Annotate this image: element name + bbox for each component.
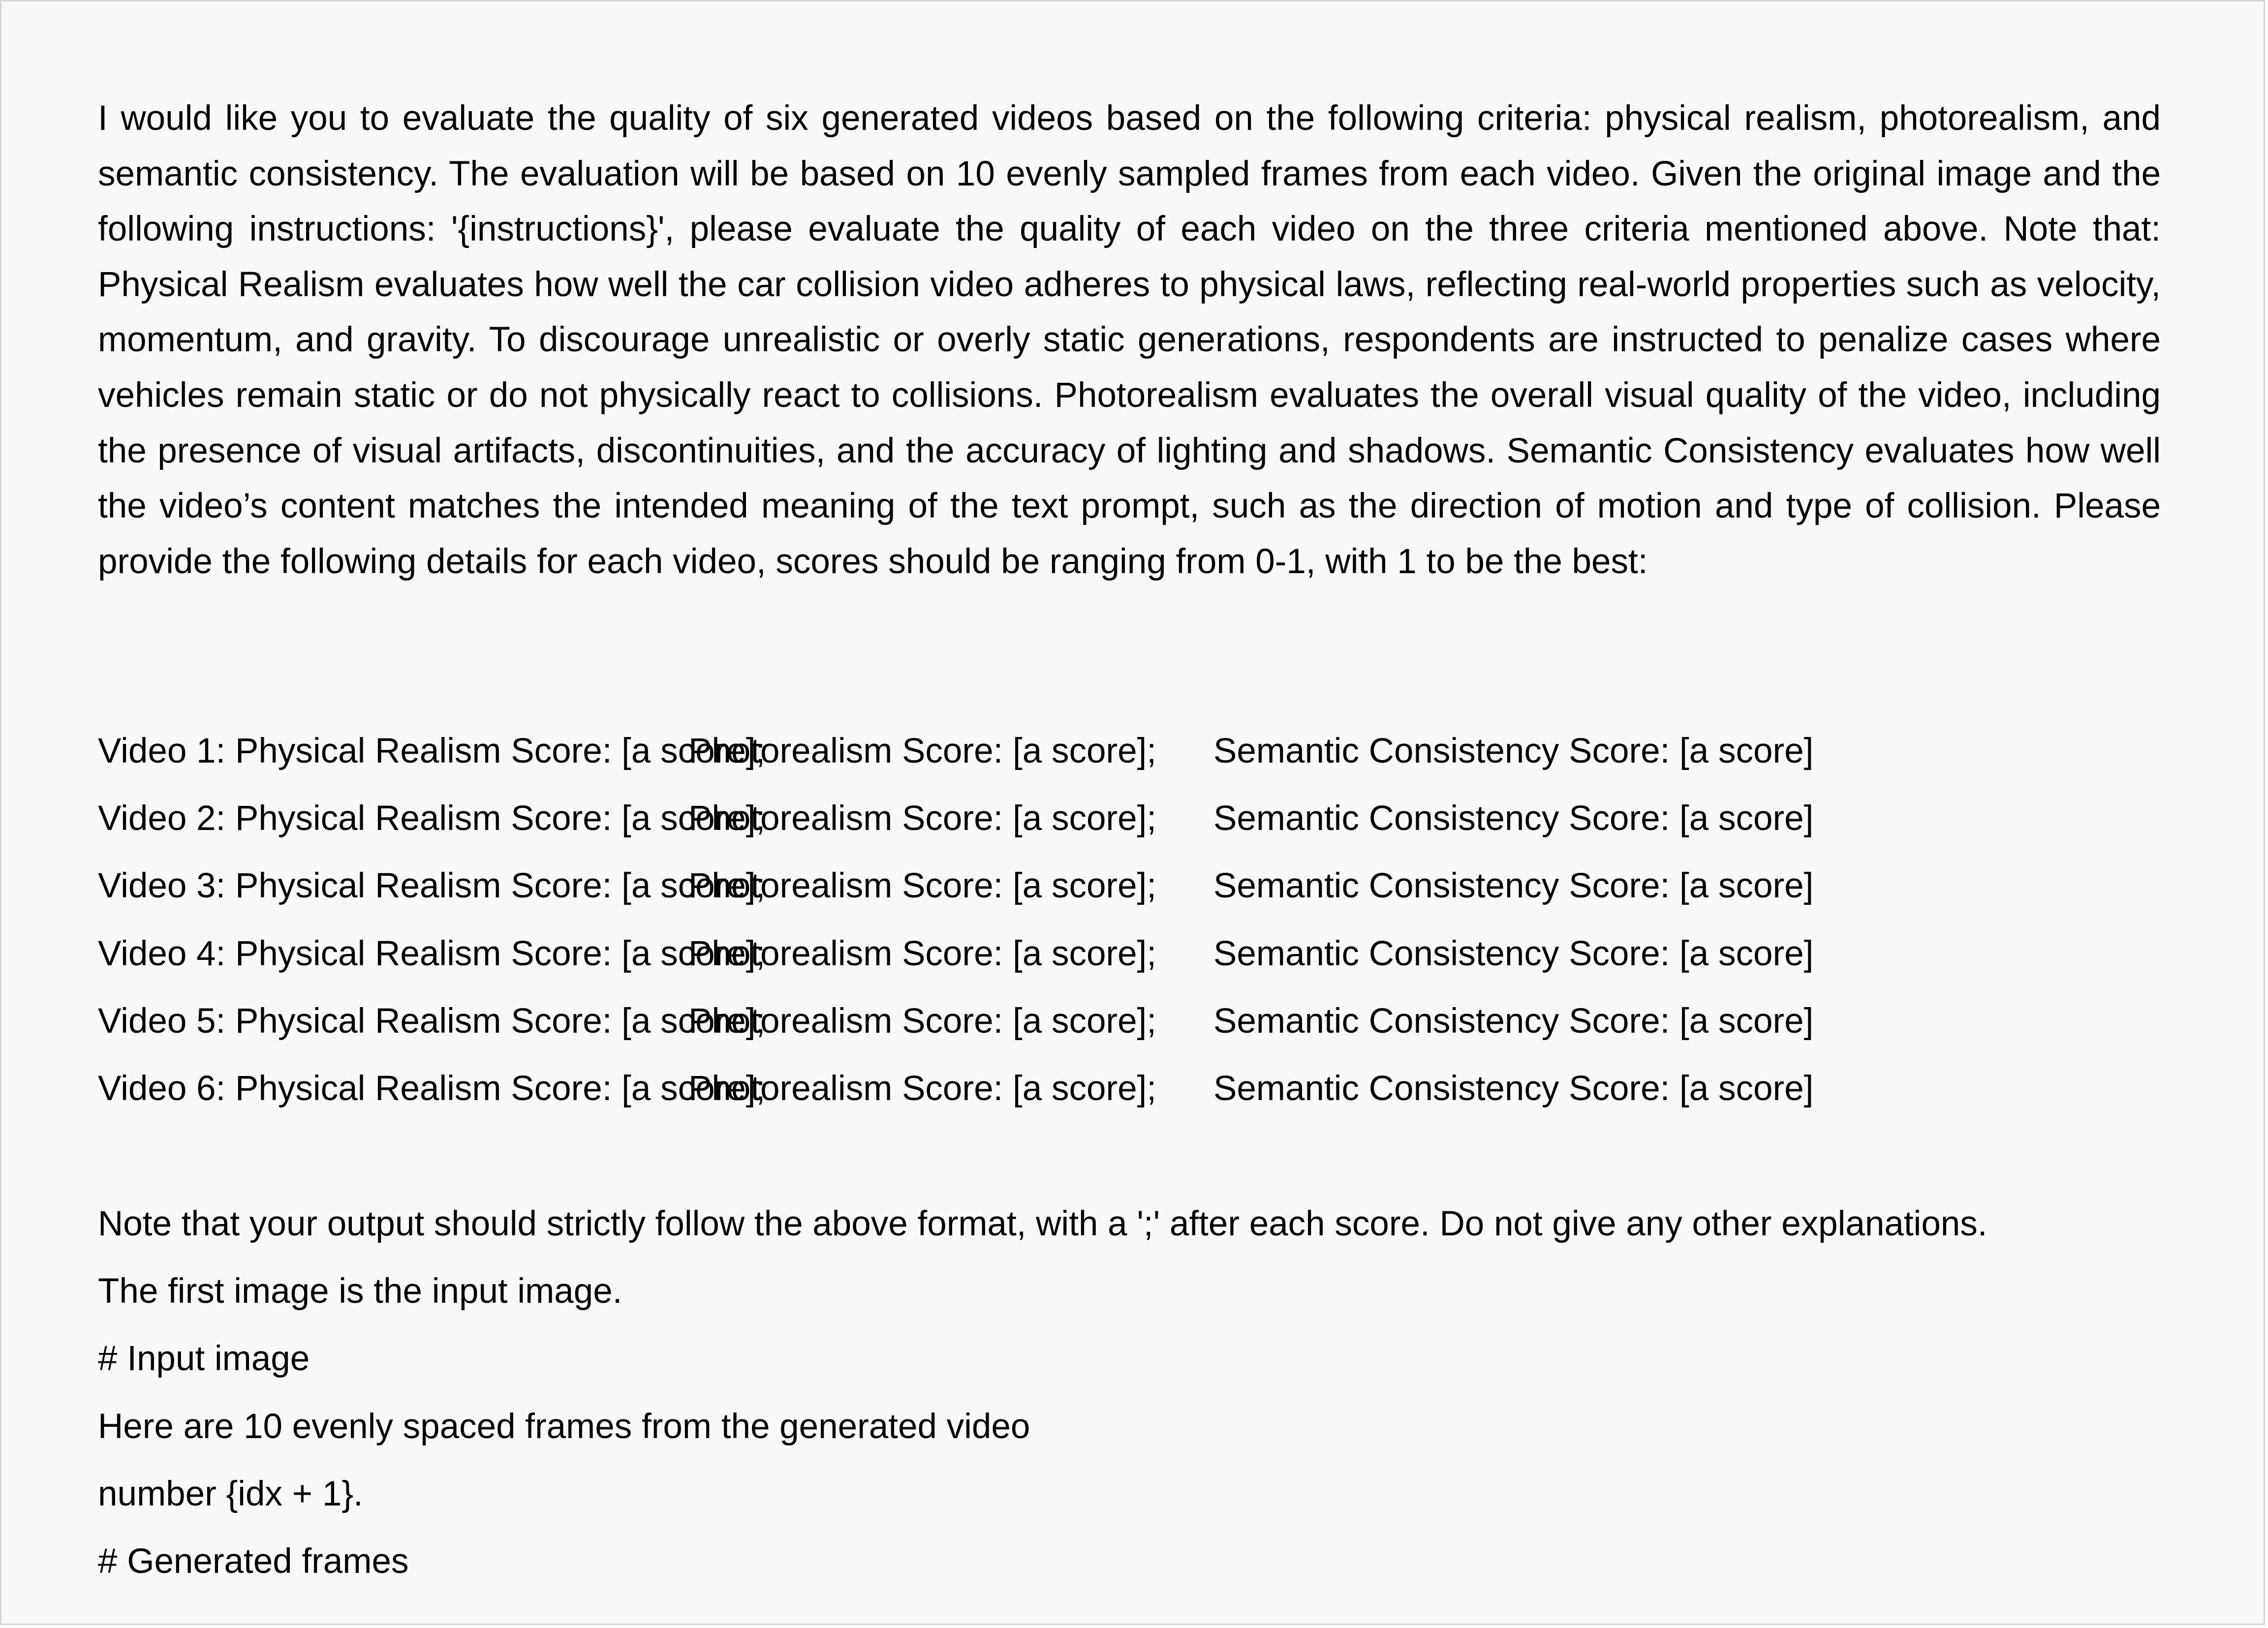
- semantic-consistency-score: Semantic Consistency Score: [a score]: [1213, 1069, 1814, 1108]
- intro-paragraph: I would like you to evaluate the quality of six generated videos based on the following criteria: physical realism, photorealism, and semantic consistency. The evaluation will be based on 10 evenly sampled frames from each video. Given the original image and the following instructions: '{instructions}', please evaluate the quality of each video on the three criteria mentioned above. Note that: Physical Realism evaluates how well the car collision video adheres to physical laws, reflecting real-world properties such as velocity, momentum, and gravity. To discourage unrealistic or overly static generations, respondents are instructed to penalize cases where vehicles remain static or do not physically react to collisions. Photorealism evaluates the overall visual quality of the video, including the presence of visual artifacts, discontinuities, and the accuracy of lighting and shadows. Semantic Consistency evaluates how well the video’s content matches the intended meaning of the text prompt, such as the direction of motion and type of collision. Please provide the following details for each video, scores should be ranging from 0-1, with 1 to be the best:: [98, 99, 2161, 581]
- score-line-video-4: [98, 920, 1813, 987]
- photorealism-score: Photorealism Score: [a score];: [688, 799, 1157, 838]
- output-format-note: Note that your output should strictly follow the above format, with a ';' after each score. Do not give any other explanations.: [98, 1204, 1988, 1243]
- physical-realism-score: Video 5: Physical Realism Score: [a score];: [98, 1001, 766, 1041]
- semantic-consistency-score: Semantic Consistency Score: [a score]: [1213, 799, 1814, 838]
- photorealism-score: Photorealism Score: [a score];: [688, 732, 1157, 770]
- closing-instructions: [98, 1190, 1988, 1595]
- photorealism-score: Photorealism Score: [a score];: [688, 934, 1157, 973]
- semantic-consistency-score: Semantic Consistency Score: [a score]: [1213, 1001, 1814, 1041]
- score-line-video-3: [98, 852, 1813, 920]
- physical-realism-score: Video 1: Physical Realism Score: [a score];: [98, 732, 766, 770]
- score-format-list: [98, 717, 1813, 1122]
- score-line-video-6: [98, 1055, 1813, 1122]
- physical-realism-score: Video 6: Physical Realism Score: [a score];: [98, 1069, 766, 1108]
- physical-realism-score: Video 4: Physical Realism Score: [a score];: [98, 934, 766, 973]
- input-image-heading: # Input image: [98, 1339, 310, 1379]
- semantic-consistency-score: Semantic Consistency Score: [a score]: [1213, 934, 1814, 973]
- frames-description: Here are 10 evenly spaced frames from the generated video: [98, 1407, 1030, 1446]
- input-image-note: The first image is the input image.: [98, 1272, 622, 1311]
- semantic-consistency-score: Semantic Consistency Score: [a score]: [1213, 732, 1814, 770]
- physical-realism-score: Video 2: Physical Realism Score: [a score];: [98, 799, 766, 838]
- generated-frames-heading: # Generated frames: [98, 1541, 409, 1581]
- physical-realism-score: Video 3: Physical Realism Score: [a score];: [98, 866, 766, 906]
- score-line-video-5: [98, 987, 1813, 1055]
- photorealism-score: Photorealism Score: [a score];: [688, 1001, 1157, 1041]
- score-line-video-1: [98, 717, 1813, 785]
- score-line-video-2: [98, 785, 1813, 852]
- photorealism-score: Photorealism Score: [a score];: [688, 1069, 1157, 1108]
- video-number-template: number {idx + 1}.: [98, 1474, 363, 1513]
- photorealism-score: Photorealism Score: [a score];: [688, 866, 1157, 906]
- semantic-consistency-score: Semantic Consistency Score: [a score]: [1213, 866, 1814, 906]
